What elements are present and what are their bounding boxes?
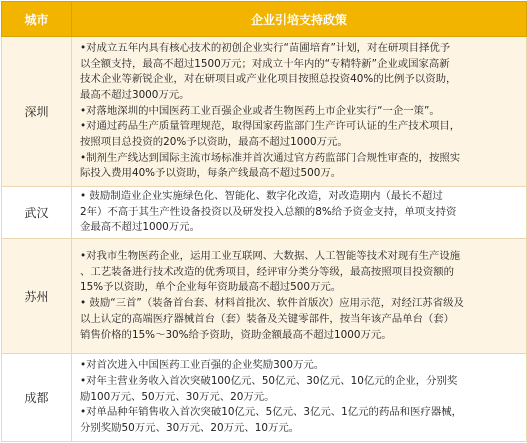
- table-row: [2, 354, 527, 442]
- policy-line: • 鼓励“三首”（装备首台套、材料首批次、软件首版次）应用示范，对经江苏省级及: [80, 297, 464, 310]
- policy-table-container: [1, 1, 526, 442]
- policy-line: •对首次进入中国医药工业百强的企业奖励300万元。: [80, 359, 325, 372]
- policy-line: 以上认定的高端医疗器械首台（套）装备及关键零部件，按当年该产品单台（套）: [80, 312, 455, 325]
- city-cell: 深圳: [2, 37, 72, 187]
- policy-line: • 鼓励制造业企业实施绿色化、智能化、数字化改造，对改造期内（最长不超过: [80, 190, 443, 202]
- policy-cell: [72, 354, 527, 442]
- policy-table: [1, 1, 527, 442]
- policy-line: •对年主营业务收入首次突破100亿元、50亿元、30亿元、10亿元的企业，分别奖: [80, 375, 458, 388]
- policy-line: •制剂生产线达到国际主流市场标准并首次通过官方药监部门合规性审查的，按照实: [80, 151, 461, 164]
- table-row: [2, 239, 527, 354]
- policy-line: 2年）不高于其生产性设备投资以及研发投入总额的8%给予资金支持，单项支持资: [80, 205, 457, 218]
- policy-line: 、工艺装备进行技术改造的优秀项目，经评审分类分等级，最高按照项目投资额的: [80, 265, 455, 278]
- policy-line: 励100万元、50万元、30万元、20万元。: [80, 390, 275, 403]
- policy-line: 际投入费用40%予以资助，每条产线最高不超过500万。: [80, 167, 342, 180]
- policy-cell: [72, 187, 527, 239]
- policy-line: 15%予以资助，单个企业每年资助最高不超过500万元。: [80, 281, 342, 294]
- city-cell: 成都: [2, 354, 72, 442]
- policy-line: •对通过药品生产质量管理规范，取得国家药监部门生产许可认证的生产技术项目，: [80, 120, 461, 133]
- policy-line: 按照项目总投资的20%予以资助，最高不超过1000万元。: [80, 136, 348, 149]
- header-city: 城市: [2, 2, 72, 37]
- header-policy: 企业引培支持政策: [72, 2, 527, 37]
- policy-line: •对成立五年内具有核心技术的初创企业实行“苗圃培育”计划，对在研项目择优予: [80, 41, 451, 54]
- policy-line: 以全额支持，最高不超过1500万元；对成立十年内的“专精特新”企业或国家高新: [80, 57, 450, 70]
- table-header-row: [2, 2, 527, 37]
- policy-cell: [72, 37, 527, 187]
- table-row: [2, 37, 527, 187]
- policy-cell: [72, 239, 527, 354]
- city-cell: 苏州: [2, 239, 72, 354]
- policy-line: •对落地深圳的中国医药工业百强企业或者生物医药上市企业实行“一企一策”。: [80, 104, 440, 117]
- policy-line: 分别奖励50万元、30万元、20万元、10万元。: [80, 422, 300, 435]
- policy-line: 最高不超过3000万元。: [80, 88, 190, 101]
- table-body: [2, 37, 527, 442]
- policy-line: 金最高不超过1000万元。: [80, 221, 200, 234]
- policy-line: 销售价格的15%～30%给予资助，资助金额最高不超过1000万元。: [80, 328, 392, 341]
- city-cell: 武汉: [2, 187, 72, 239]
- policy-line: •对我市生物医药企业，运用工业互联网、大数据、人工智能等技术对现有生产设施: [80, 250, 461, 262]
- table-row: [2, 187, 527, 239]
- policy-line: 技术企业等新锐企业，对在研项目或产业化项目按照总投资40%的比例予以资助，: [80, 73, 457, 86]
- policy-line: •对单品种年销售收入首次突破10亿元、5亿元、3亿元、1亿元的药品和医疗器械，: [80, 406, 463, 419]
